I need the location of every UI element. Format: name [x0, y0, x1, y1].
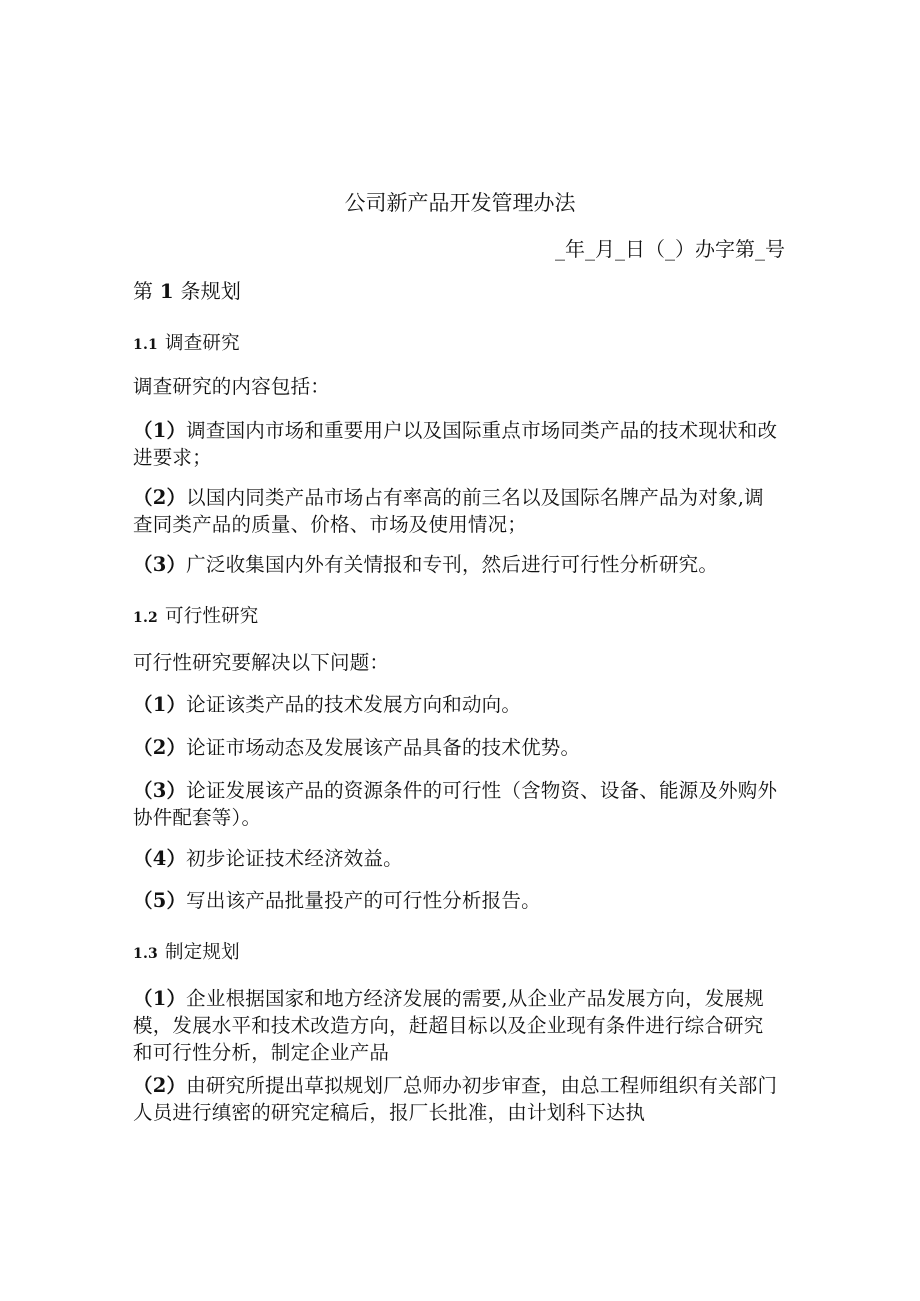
list-item-text: 广泛收集国内外有关情报和专刊，然后进行可行性分析研究。	[186, 553, 719, 576]
list-item	[133, 551, 783, 578]
list-item	[133, 777, 783, 831]
list-marker: （1）	[133, 693, 187, 716]
list-marker: （1）	[133, 987, 187, 1010]
list-marker: （4）	[133, 847, 187, 870]
article-number: 1	[159, 279, 174, 303]
list-marker: （3）	[133, 553, 187, 576]
list-marker: （2）	[133, 486, 187, 509]
list-item	[133, 691, 783, 718]
section-1-1-intro: 调查研究的内容包括：	[133, 375, 331, 398]
section-1-2-intro: 可行性研究要解决以下问题：	[133, 651, 390, 674]
section-title: 可行性研究	[165, 606, 259, 627]
section-number: 1.3	[133, 946, 158, 962]
list-item	[133, 887, 783, 914]
list-item	[133, 484, 783, 538]
list-item	[133, 417, 783, 471]
article-prefix: 第	[133, 279, 160, 303]
list-marker: （1）	[133, 419, 187, 442]
section-1-2-heading	[133, 603, 783, 632]
list-item	[133, 845, 783, 872]
list-item	[133, 1072, 783, 1126]
list-item	[133, 985, 783, 1066]
section-number: 1.2	[133, 610, 158, 626]
list-marker: （3）	[133, 779, 187, 802]
list-item-text: 初步论证技术经济效益。	[186, 847, 403, 870]
section-number: 1.1	[133, 337, 158, 353]
section-1-1-heading	[133, 330, 783, 359]
document-title: 公司新产品开发管理办法	[344, 191, 576, 215]
list-item-text: 企业根据国家和地方经济发展的需要,从企业产品发展方向，发展规模，发展水平和技术改造方向，赶超目标以及企业现有条件进行综合研究和可行性分析，制定企业产品	[133, 987, 764, 1064]
list-item-text: 以国内同类产品市场占有率高的前三名以及国际名牌产品为对象,调查同类产品的质量、价格、市场及使用情况；	[133, 486, 764, 536]
list-item-text: 论证发展该产品的资源条件的可行性（含物资、设备、能源及外购外协件配套等）。	[133, 779, 778, 829]
list-item-text: 写出该产品批量投产的可行性分析报告。	[186, 889, 541, 912]
list-marker: （2）	[133, 1074, 187, 1097]
article-title: 条规划	[173, 279, 242, 303]
section-1-3-heading	[133, 939, 783, 968]
list-item-text: 调查国内市场和重要用户以及国际重点市场同类产品的技术现状和改进要求；	[133, 419, 778, 469]
list-item	[133, 734, 783, 761]
section-title: 调查研究	[165, 333, 240, 354]
section-title: 制定规划	[165, 942, 240, 963]
list-item-text: 由研究所提出草拟规划厂总师办初步审查，由总工程师组织有关部门人员进行缜密的研究定稿后，报厂长批准，由计划科下达执	[133, 1074, 778, 1124]
list-marker: （2）	[133, 736, 187, 759]
list-item-text: 论证该类产品的技术发展方向和动向。	[186, 693, 522, 716]
list-marker: （5）	[133, 889, 187, 912]
document-dateline: _年_月_日（_）办字第_号	[555, 237, 785, 261]
list-item-text: 论证市场动态及发展该产品具备的技术优势。	[186, 736, 581, 759]
article-1-heading	[133, 278, 783, 305]
